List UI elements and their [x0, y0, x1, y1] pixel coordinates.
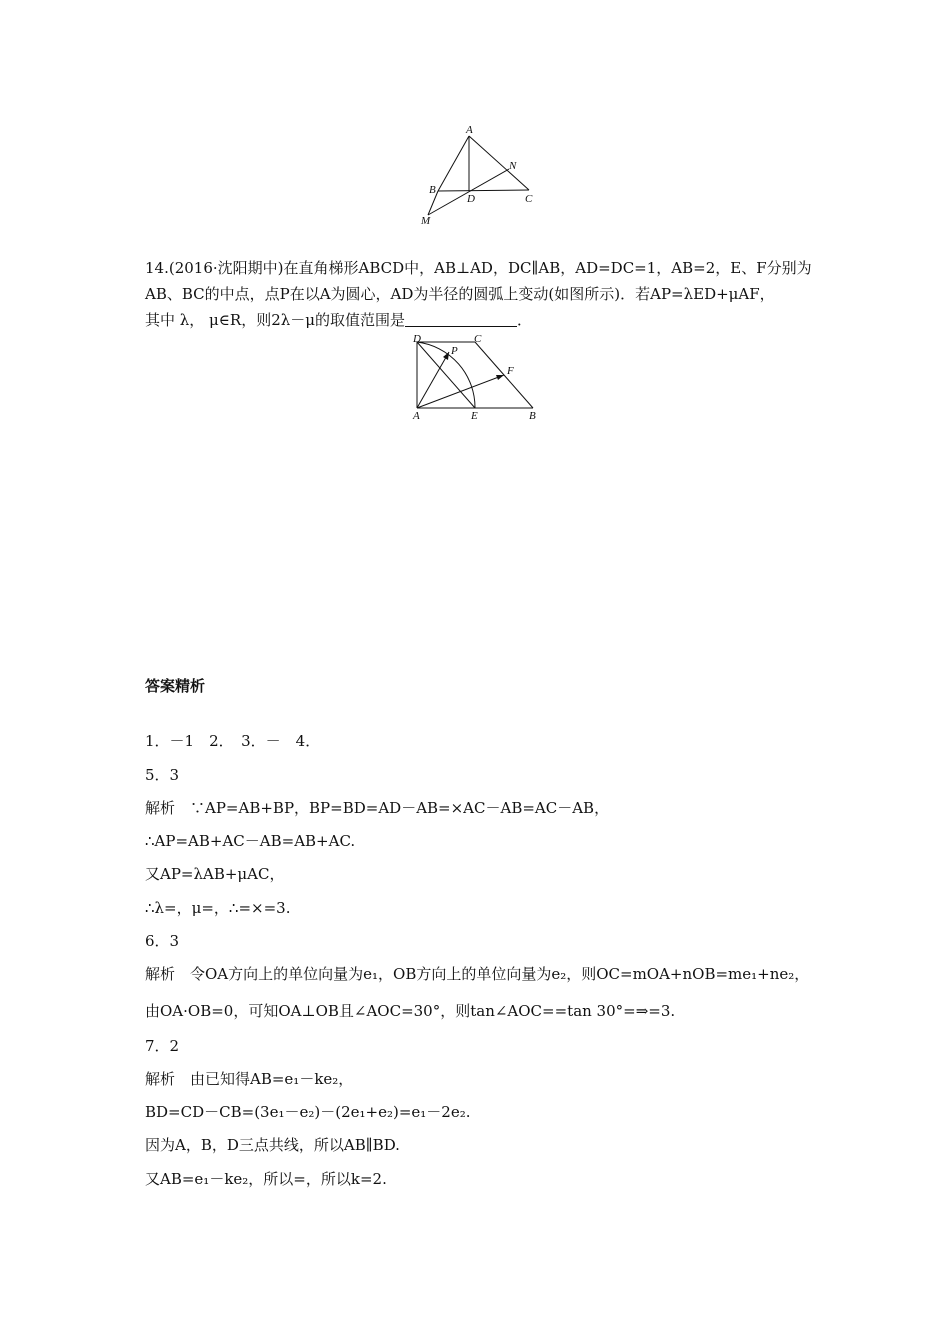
- answer-line: 又AB=e₁－ke₂，所以=，所以k=2.: [145, 1170, 387, 1188]
- answer-line: 由OA·OB=0，可知OA⊥OB且∠AOC=30°，则tan∠AOC==tan 30°=⇒=3.: [145, 1002, 676, 1020]
- label-c2: C: [474, 333, 482, 345]
- trapezoid-figure: [405, 332, 555, 424]
- label-c: C: [525, 193, 533, 205]
- problem-14-line-3-end: ．: [517, 311, 533, 329]
- answer-line: 1．－1 2． 3．－ 4．: [145, 732, 321, 750]
- label-n: N: [509, 160, 517, 172]
- label-f2: F: [507, 365, 514, 377]
- label-m: M: [421, 215, 431, 227]
- label-b: B: [429, 184, 436, 196]
- answer-blank: [405, 312, 517, 327]
- label-d: D: [467, 193, 475, 205]
- label-d2: D: [413, 333, 421, 345]
- answer-line: 又AP=λAB+μAC，: [145, 865, 285, 883]
- problem-14-line-3-text: 其中 λ， μ∈R，则2λ－μ的取值范围是: [145, 311, 405, 329]
- problem-14-line-1: 14.(2016·沈阳期中)在直角梯形ABCD中，AB⊥AD，DC∥AB，AD=DC=1，AB=2，E、F分别为: [145, 259, 812, 277]
- answer-line: 5．3: [145, 766, 180, 784]
- problem-14-line-2: AB、BC的中点，点P在以A为圆心，AD为半径的圆弧上变动(如图所示)．若AP=λED+μAF，: [145, 285, 775, 303]
- answer-line: 解析 由已知得AB=e₁－ke₂，: [145, 1070, 354, 1088]
- answer-line: ∴AP=AB+AC－AB=AB+AC.: [145, 832, 356, 850]
- answer-line: BD=CD－CB=(3e₁－e₂)－(2e₁+e₂)=e₁－2e₂.: [145, 1103, 471, 1121]
- answers-heading: 答案精析: [145, 677, 206, 695]
- label-a: A: [466, 124, 473, 136]
- answer-line: 解析 令OA方向上的单位向量为e₁，OB方向上的单位向量为e₂，则OC=mOA+nOB=me₁+ne₂，: [145, 965, 810, 983]
- problem-14-line-3: [145, 310, 532, 330]
- answer-line: 7．2: [145, 1037, 180, 1055]
- label-e2: E: [471, 410, 478, 422]
- label-p2: P: [451, 345, 458, 357]
- label-a2: A: [413, 410, 420, 422]
- answer-line: 解析 ∵AP=AB+BP，BP=BD=AD－AB=×AC－AB=AC－AB，: [145, 799, 610, 817]
- triangle-figure: [415, 120, 545, 230]
- label-b2: B: [529, 410, 536, 422]
- answer-line: 因为A，B，D三点共线，所以AB∥BD.: [145, 1136, 400, 1154]
- answer-line: 6．3: [145, 932, 180, 950]
- answer-line: ∴λ=，μ=，∴=×=3.: [145, 899, 291, 917]
